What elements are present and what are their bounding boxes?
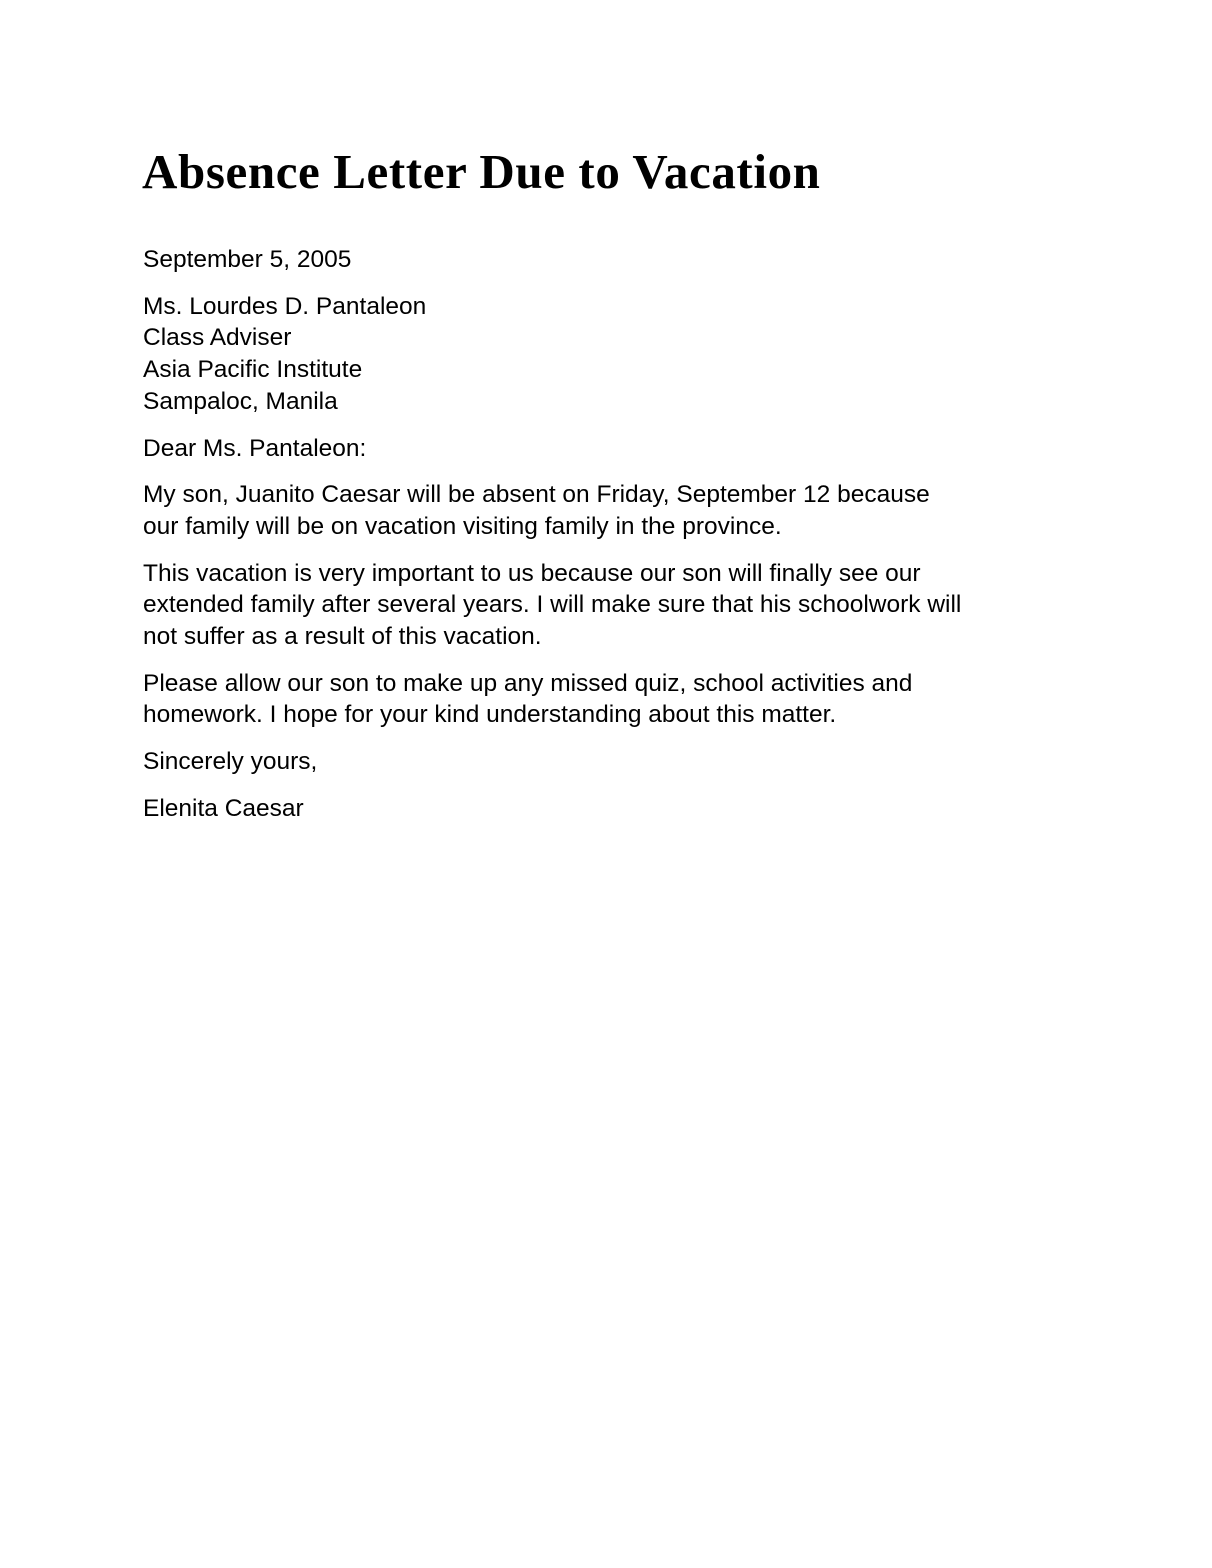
body-paragraph-1: [143, 479, 1078, 542]
body-paragraph-2: [143, 558, 1078, 653]
paragraph-line: My son, Juanito Caesar will be absent on Friday, September 12 because: [143, 481, 930, 509]
letter-date: September 5, 2005: [143, 246, 352, 273]
recipient-position: Class Adviser: [143, 324, 292, 352]
paragraph-line: Please allow our son to make up any missed quiz, school activities and: [143, 669, 913, 697]
signature-name: Elenita Caesar: [143, 794, 304, 822]
paragraph-line: extended family after several years. I will make sure that his schoolwork will: [143, 591, 962, 619]
document-title: Absence Letter Due to Vacation: [142, 144, 821, 199]
paragraph-line: our family will be on vacation visiting family in the province.: [143, 512, 782, 540]
recipient-location: Sampaloc, Manila: [143, 387, 338, 415]
paragraph-line: not suffer as a result of this vacation.: [143, 623, 542, 651]
recipient-name: Ms. Lourdes D. Pantaleon: [143, 292, 427, 320]
paragraph-line: This vacation is very important to us because our son will finally see our: [143, 559, 921, 587]
salutation: Dear Ms. Pantaleon:: [143, 434, 367, 462]
letter-body: [143, 244, 1078, 840]
recipient-organization: Asia Pacific Institute: [143, 356, 363, 384]
closing: Sincerely yours,: [143, 748, 318, 776]
paragraph-line: homework. I hope for your kind understanding about this matter.: [143, 701, 837, 729]
recipient-address: [143, 291, 1078, 418]
body-paragraph-3: [143, 668, 1078, 731]
